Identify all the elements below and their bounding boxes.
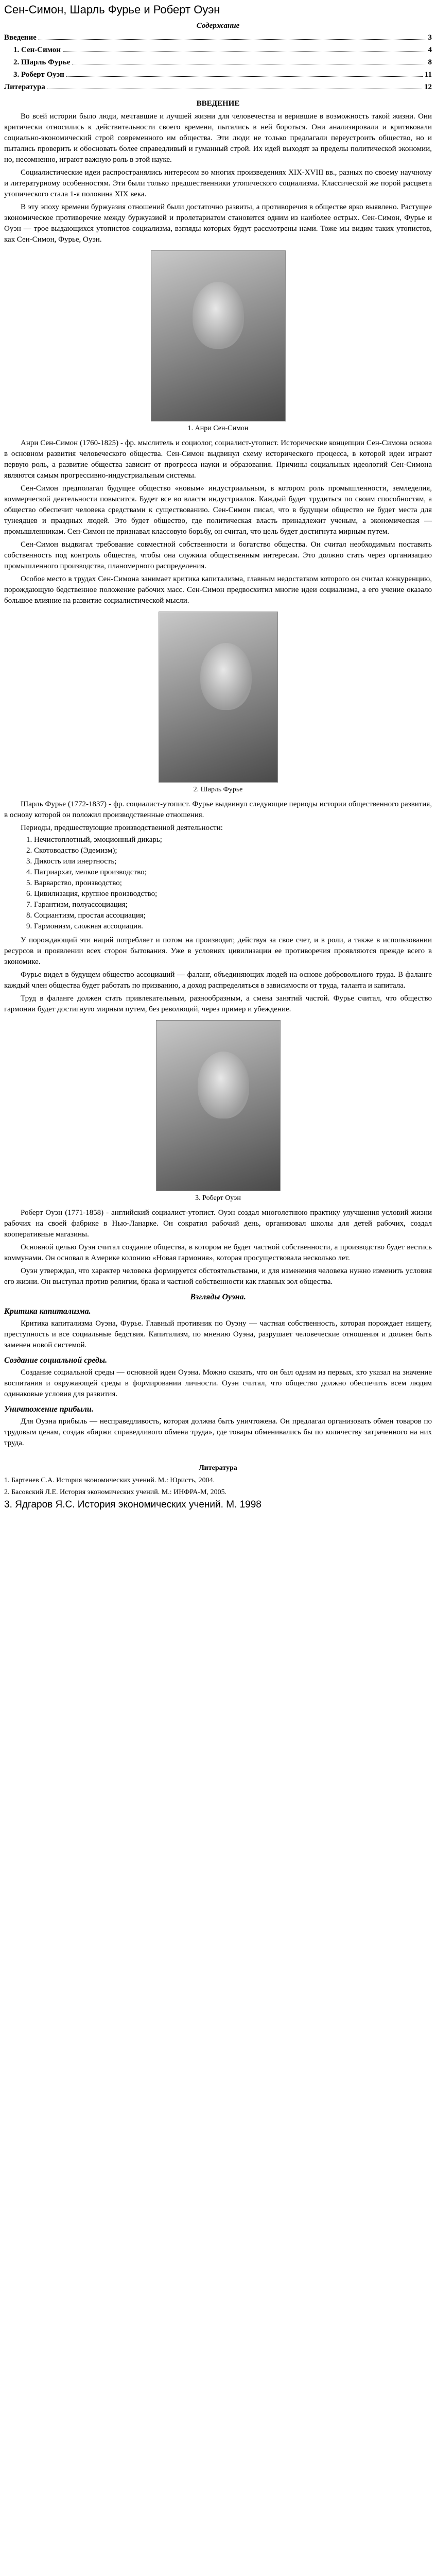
portrait-saint-simon [151,250,286,421]
paragraph: Во всей истории было люди, мечтавшие и лучшей жизни для человечества и верившие в возможность такой жизни. Они критически относились к действительности своего времени, пытались в ней бороться. Они анализировали и критиковали социально-экономический строй современного им общества. Эти люди не только предлагали переустроить общество, но и пытались проверить и обосновать более справедливый и гуманный строй. Их идей выходят за пределы политической экономии, но, несомненно, играют важную роль в этой науке. [4,112,432,164]
section2-heading: 2. Шарль Фурье [193,786,243,793]
list-item: 5. Варварство, производство; [34,878,432,889]
list-item: 1. Нечистоплотный, эмоционный дикарь; [34,835,432,845]
paragraph: Шарль Фурье (1772-1837) - фр. социалист-утопист. Фурье выдвинул следующие периоды истории общественного развития, в основу которой он положил производственные отношения. [4,800,432,819]
toc-item[interactable]: 2. Шарль Фурье 8 [13,58,432,66]
literature-heading: Литература [199,1464,237,1472]
list-item: 8. Социантизм, простая ассоциация; [34,910,432,921]
paragraph: В эту эпоху времени буржуазия отношений были достаточно развиты, а противоречия в обществе ярко выявлено. Растущее экономическое противоречие между буржуазией и пролетариатом становится одним из наиболее острых. Сен-Симон, Фурье и Оуэн — трое выдающихся утопистов социализма, взгляды которых будут рассмотрены нами. Тоже мы видим таких утопистов, как Сен-Симон, Фурье, Оуэн. [4,203,432,244]
paragraph: Оуэн утверждал, что характер человека формируется обстоятельствами, и для изменения человека нужно изменить условия его жизни. Он выступал против религии, брака и частной собственности как главных зол общества. [4,1267,432,1286]
paragraph: Для Оуэна прибыль — несправедливость, которая должна быть уничтожена. Он предлагал организовать обмен товаров по трудовым ценам, создав «биржи справедливого обмена труда», где товары обменивались бы по количеству затраченного на них труда. [4,1417,432,1447]
paragraph: Сен-Симон предполагал будущее общество «новым» индустриальным, в котором роль промышленности, земледелия, коммерческой деятельности повысится. Будет все во власти индустриалов. Каждый будет трудиться по своим способностям, а общество обеспечит человека средствами к существованию. Сен-Симон писал, что в будущем общество не будет места для тунеядцев и праздных людей. Это будет общество, где политическая власть принадлежит ученым, а экономическая — промышленникам. Сен-Симон не признавал классовую борьбу, он считал, что цель будет достигнута мирным путем. [4,484,432,536]
table-of-contents [4,33,432,95]
list-item: 2. Скотоводство (Эдемизм); [34,845,432,856]
paragraph: Сен-Симон выдвигал требование совместной собственности и богатство общества. Он считал необходимым поставить собственность под контроль общества, чтобы она служила общественным интересам. Это должно стать через организацию промышленного производства, планомерного распределения. [4,540,432,570]
paragraph: У порождающий эти наций потребляет и потом на производит, действуя за свое счет, и в роли, а также в использовании ресурсов и проявлении всех сторон бытования. Уже в условиях цивилизации ее противоречия проявляются прежде всего в экономике. [4,936,432,966]
critique-heading: Критика капитализма. [4,1307,91,1316]
toc-item[interactable]: 1. Сен-Симон 4 [13,46,432,54]
paragraph: Критика капитализма Оуэна, Фурье. Главный противник по Оуэну — частная собственность, которая порождает нищету, преступность и все социальные бедствия. Капитализм, по мнению Оуэна, разрушает человеческие отношения и должен быть заменен новой системой. [4,1319,432,1349]
paragraph: Роберт Оуэн (1771-1858) - английский социалист-утопист. Оуэн создал многолетнюю практику улучшения условий жизни рабочих на своей фабрике в Нью-Ланарке. Он сократил рабочий день, организовал школы для детей рабочих, создал кооперативные магазины. [4,1209,432,1239]
literature-item: 3. Ядгаров Я.С. История экономических учений. М. 1998 [4,1499,261,1510]
paragraph: Социалистические идеи распространялись интересом во многих произведениях XIX-XVIII вв., разных по своему научному и литературному особенностям. Эти были только предшественники утопического социализма. Классической же порой расцвета утопического стала 1-я половина XIX века. [4,168,432,198]
paragraph: Труд в фаланге должен стать привлекательным, разнообразным, а смена занятий частой. Фурье считал, что общество гармонии будет достигнуто мирным путем, без революций, через пример и убеждение. [4,994,432,1013]
paragraph: Основной целью Оуэн считал создание общества, в котором не будет частной собственности, а производство будет вестись коммунами. Он основал в Америке колонию «Новая гармония», которая просуществовала несколько лет. [4,1243,432,1262]
paragraph: Особое место в трудах Сен-Симона занимает критика капитализма, главным недостатком которого он считал конкуренцию, порождающую бедственное положение рабочих масс. Сен-Симон предвосхитил многие идеи социализма, а его учение оказало большое влияние на развитие социалистической мысли. [4,575,432,605]
toc-item[interactable]: Введение 3 [4,33,432,42]
literature-item: 2. Басовский Л.Е. История экономических учений. М.: ИНФРА-М, 2005. [4,1488,227,1496]
list-item: 4. Патриархат, мелкое производство; [34,867,432,878]
intro-heading: ВВЕДЕНИЕ [196,99,240,108]
paragraph: Создание социальной среды — основной идеи Оуэна. Можно сказать, что он был одним из первых, кто указал на значение воспитания и окружающей среды в формировании личности. Оуэн считал, что общество должно обеспечить всем людям одинаковые условия для развития. [4,1368,432,1398]
portrait-fourier [159,612,278,783]
list-item: 9. Гармонизм, сложная ассоциация. [34,921,432,932]
list-item: 3. Дикость или инертность; [34,856,432,867]
portrait-row [4,612,432,783]
toc-item[interactable]: 3. Роберт Оуэн 11 [13,71,432,79]
paragraph: Фурье видел в будущем общество ассоциаций — фаланг, объединяющих людей на основе добровольного труда. В фаланге каждый член общества будет работать по призванию, а доход распределяться в зависимости от труда, таланта и капитала. [4,971,432,990]
toc-heading: Содержание [196,22,240,30]
section3-heading: 3. Роберт Оуэн [195,1194,241,1202]
portrait-owen [156,1020,281,1191]
list-item: 6. Цивилизация, крупное производство; [34,889,432,900]
social-heading: Создание социальной среды. [4,1356,108,1365]
portrait-row [4,1020,432,1191]
toc-item[interactable]: Литература 12 [4,83,432,91]
paragraph: Анри Сен-Симон (1760-1825) - фр. мыслитель и социолог, социалист-утопист. Исторические концепции Сен-Симона основа в основном развития человеческого общества. Сен-Симон выдвинул схему исторического процесса, в которой идеи играют первую роль, а развитие общества зависит от прогресса науки и образования. Причины социальных идеологий Сен-Симона являются самым прогрессивно-индустриальным системы. [4,439,432,480]
periods-list [4,835,432,932]
periods-intro: Периоды, предшествующие производственной деятельности: [21,824,223,832]
views-heading: Взгляды Оуэна. [190,1293,246,1301]
list-item: 7. Гарантизм, полуассоциация; [34,900,432,910]
portrait-row [4,250,432,421]
section1-heading: 1. Анри Сен-Симон [187,425,249,432]
literature-item: 1. Бартенев С.А. История экономических учений. М.: Юристъ, 2004. [4,1477,215,1484]
document-title: Сен-Симон, Шарль Фурье и Роберт Оуэн [4,3,220,16]
profit-heading: Уничтожение прибыли. [4,1405,94,1414]
